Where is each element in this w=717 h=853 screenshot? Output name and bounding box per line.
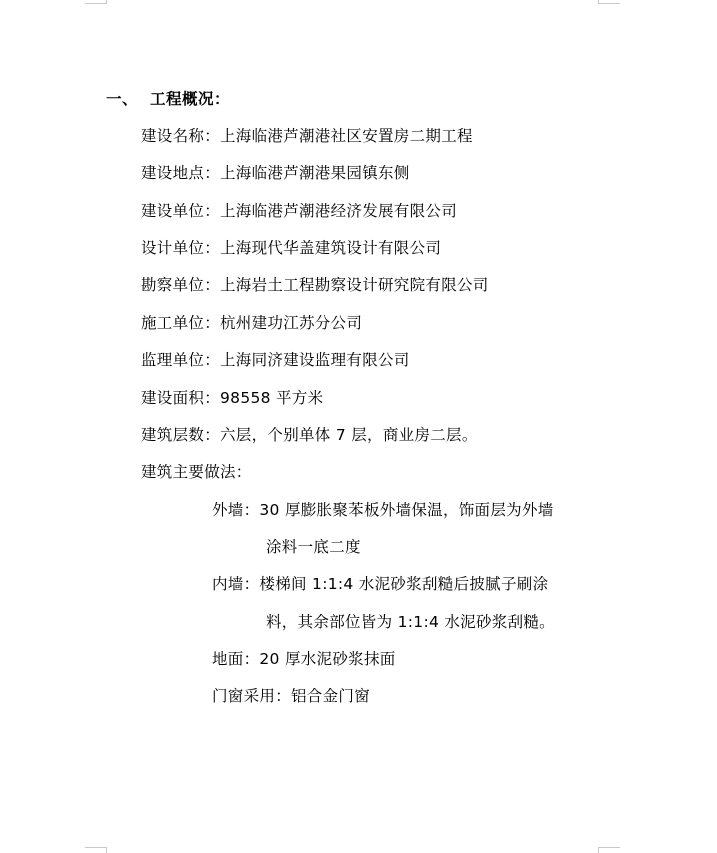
section-number: 一、: [106, 90, 139, 108]
exterior-wall-line: 外墙：30 厚膨胀聚苯板外墙保温，饰面层为外墙: [212, 501, 554, 519]
owner-unit-line: 建设单位：上海临港芦潮港经济发展有限公司: [141, 202, 458, 220]
page-corner-mark: [106, 0, 107, 4]
section-heading: [106, 88, 230, 110]
page-corner-mark: [598, 3, 620, 4]
exterior-wall-line-cont: 涂料一底二度: [266, 538, 361, 556]
page-corner-mark: [85, 847, 107, 848]
supervision-unit-line: 监理单位：上海同济建设监理有限公司: [141, 351, 410, 369]
page-corner-mark: [106, 847, 107, 853]
project-name-line: 建设名称：上海临港芦潮港社区安置房二期工程: [141, 127, 473, 145]
building-area-line: 建设面积：98558 平方米: [141, 389, 324, 407]
design-unit-line: 设计单位：上海现代华盖建筑设计有限公司: [141, 239, 442, 257]
page-corner-mark: [598, 847, 620, 848]
page-corner-mark: [598, 0, 599, 4]
construction-unit-line: 施工单位：杭州建功江苏分公司: [141, 314, 363, 332]
interior-wall-line: 内墙：楼梯间 1:1:4 水泥砂浆刮糙后披腻子刷涂: [212, 575, 549, 593]
interior-wall-line-cont: 料，其余部位皆为 1:1:4 水泥砂浆刮糙。: [266, 613, 555, 631]
project-location-line: 建设地点：上海临港芦潮港果园镇东侧: [141, 164, 410, 182]
main-methods-label: 建筑主要做法：: [141, 463, 252, 481]
doors-windows-line: 门窗采用：铝合金门窗: [212, 687, 371, 705]
building-floors-line: 建筑层数：六层，个别单体 7 层，商业房二层。: [141, 426, 478, 444]
survey-unit-line: 勘察单位：上海岩土工程勘察设计研究院有限公司: [141, 276, 489, 294]
floor-line: 地面：20 厚水泥砂浆抹面: [212, 650, 396, 668]
page-corner-mark: [85, 3, 107, 4]
section-title: 工程概况：: [150, 90, 231, 108]
page-corner-mark: [598, 847, 599, 853]
